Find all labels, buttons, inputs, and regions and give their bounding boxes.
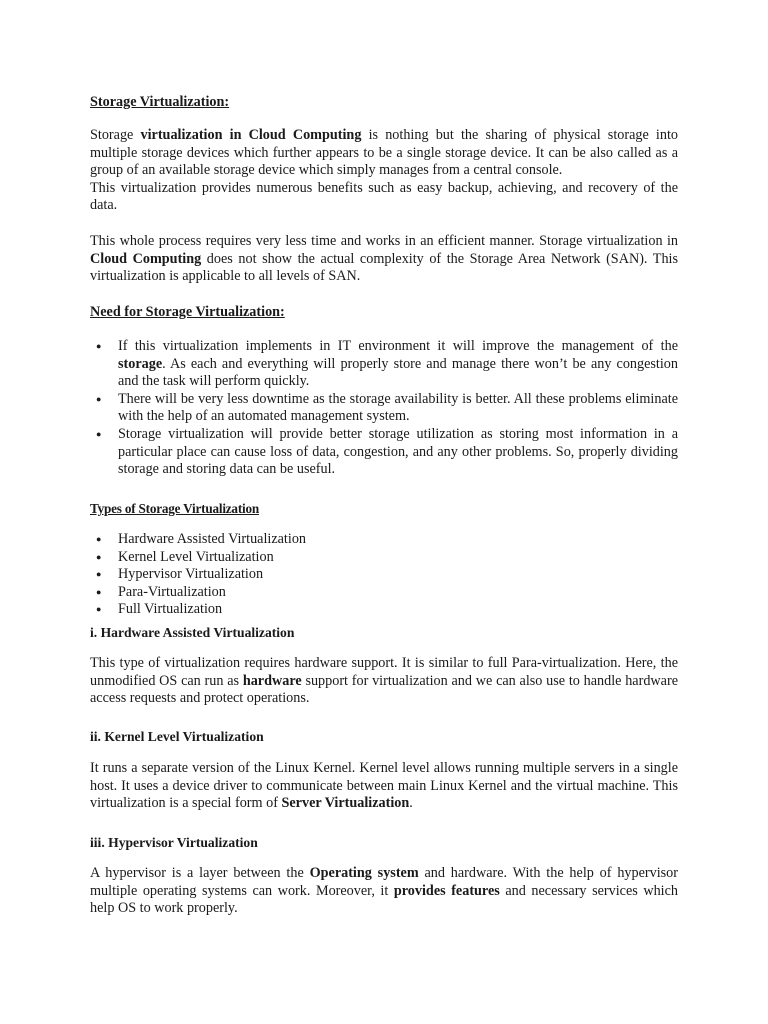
list-item: ● Hardware Assisted Virtualization (96, 531, 307, 547)
intro-paragraph: Storage virtualization in Cloud Computing is nothing but the sharing of physical storage into multiple storage devices which further appears to be a single storage device. It can be also called as a group of an available storage device which simply manages from a central console. This virtualization provides numerous benefits such as easy backup, achieving, and recovery of the data. (90, 127, 678, 214)
list-item: ● Storage virtualization will provide better storage utilization as storing most information in a particular place can cause loss of data, congestion, and any other problems. So, properly dividing storage and storing data can be useful. (96, 425, 678, 478)
hypervisor-paragraph: A hypervisor is a layer between the Operating system and hardware. With the help of hypervisor multiple operating systems can work. Moreover, it provides features and necessary services which help OS to work properly. (90, 865, 679, 917)
document-page (90, 0, 678, 1024)
storage-virtualization-heading: Storage Virtualization: (90, 94, 230, 110)
list-item: ● If this virtualization implements in IT environment it will improve the management of the storage. As each and everything will properly store and manage there won’t be any congestion and the task will perform quickly. (96, 338, 678, 390)
bullet-icon: ● (96, 569, 102, 580)
process-paragraph: This whole process requires very less time and works in an efficient manner. Storage virtualization in Cloud Computing does not show the actual complexity of the Storage Area Network (SAN). This virtualization is applicable to all levels of SAN. (90, 233, 678, 285)
hypervisor-heading: iii. Hypervisor Virtualization (90, 835, 258, 850)
bullet-icon: ● (96, 551, 102, 562)
need-bullet-list (90, 338, 678, 479)
list-item: ● Para-Virtualization (96, 583, 226, 600)
need-for-storage-heading: Need for Storage Virtualization: (90, 304, 285, 320)
bullet-icon: ● (96, 604, 102, 615)
kernel-level-heading: ii. Kernel Level Virtualization (90, 729, 264, 744)
bullet-icon: ● (96, 534, 102, 544)
types-heading: Types of Storage Virtualization (90, 501, 260, 516)
bullet-icon: ● (96, 393, 102, 404)
bullet-icon: ● (96, 428, 102, 439)
bullet-icon: ● (96, 586, 102, 597)
list-item: ● Kernel Level Virtualization (96, 548, 274, 565)
kernel-level-paragraph: It runs a separate version of the Linux Kernel. Kernel level allows running multiple servers in a single host. It uses a device driver to communicate between main Linux Kernel and the virtual machine. This virtualization is a special form of Server Virtualization. (90, 760, 678, 812)
hardware-assisted-heading: i. Hardware Assisted Virtualization (90, 625, 295, 640)
types-bullet-list (90, 531, 678, 619)
list-item: ● Hypervisor Virtualization (96, 566, 264, 583)
list-item: ● There will be very less downtime as the storage availability is better. All these problems eliminate with the help of an automated management system. (96, 390, 678, 425)
hardware-assisted-paragraph: This type of virtualization requires hardware support. It is similar to full Para-virtualization. Here, the unmodified OS can run as hardware support for virtualization and we can also use to handle hardware access requests and protect operations. (90, 655, 678, 707)
list-item: ● Full Virtualization (96, 601, 223, 618)
bullet-icon: ● (96, 341, 102, 351)
